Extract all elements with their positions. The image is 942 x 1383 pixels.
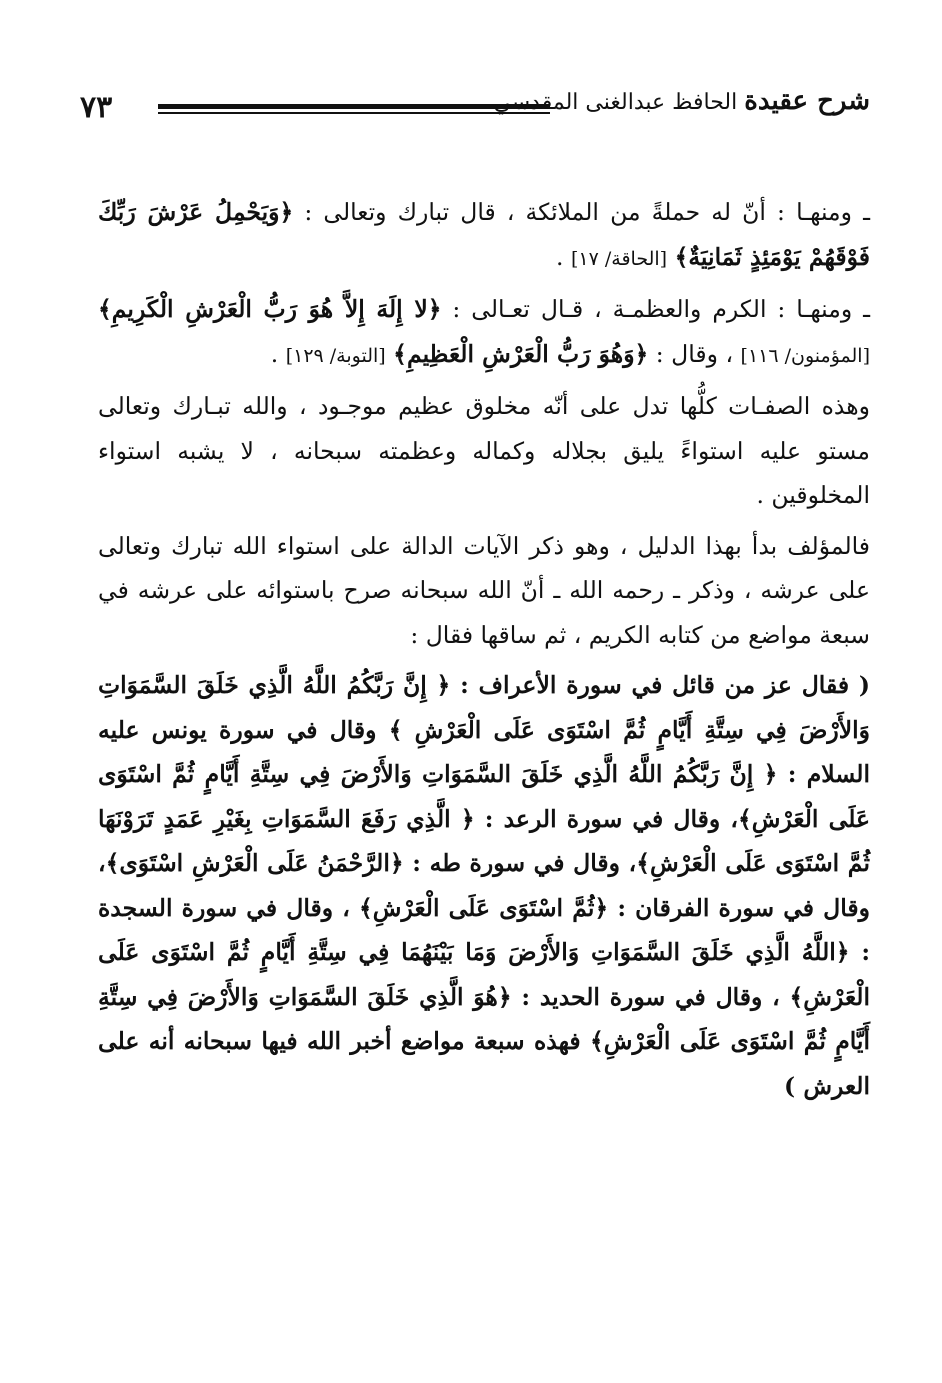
running-title-rest: الحافظ عبدالغنى المقدسي [493,90,738,115]
quran-verse-2: ﴿وَهُوَ رَبُّ الْعَرْشِ الْعَظِيمِ﴾ [393,339,649,368]
verse-reference: [الحاقة/ ١٧] [570,247,668,270]
paragraph-seven-places: ( فقال عز من قائل في سورة الأعراف : ﴿ إِنَّ رَبَّكُمُ اللَّهُ الَّذِي خَلَقَ السَّمَوَاتِ وَالأَرْضَ فِي سِتَّةِ أَيَّامٍ ثُمَّ اسْتَوَى عَلَى الْعَرْشِ ﴾ وقال في سورة يونس عليه السلام : ﴿ إِنَّ رَبَّكُمُ اللَّهُ الَّذِي خَلَقَ السَّمَوَاتِ وَالأَرْضَ فِي سِتَّةِ أَيَّامٍ ثُمَّ اسْتَوَى عَلَى الْعَرْشِ﴾، وقال في سورة الرعد : ﴿ الَّذِي رَفَعَ السَّمَوَاتِ بِغَيْرِ عَمَدٍ تَرَوْنَهَا ثُمَّ اسْتَوَى عَلَى الْعَرْشِ﴾، وقال في سورة طه : ﴿الرَّحْمَنُ عَلَى الْعَرْشِ اسْتَوَى﴾، وقال في سورة الفرقان : ﴿ثُمَّ اسْتَوَى عَلَى الْعَرْشِ﴾ ، وقال في سورة السجدة : ﴿اللَّهُ الَّذِي خَلَقَ السَّمَوَاتِ وَالأَرْضَ وَمَا بَيْنَهُمَا فِي سِتَّةِ أَيَّامٍ ثُمَّ اسْتَوَى عَلَى الْعَرْشِ﴾ ، وقال في سورة الحديد : ﴿هُوَ الَّذِي خَلَقَ السَّمَوَاتِ وَالأَرْضَ فِي سِتَّةِ أَيَّامٍ ثُمَّ اسْتَوَى عَلَى الْعَرْشِ﴾ فهذه سبعة مواضع أخبر الله فيها سبحانه أنه على العرش ) [98,671,870,1100]
header-rule [158,104,550,116]
quran-verse: ﴿وَيَحْمِلُ عَرْشَ رَبِّكَ فَوْقَهُمْ يَوْمَئِذٍ ثَمَانِيَةٌ﴾ [98,198,870,271]
paragraph-lead: ـ ومنهـا : أنّ له حملةً من الملائكة ، قال تبارك وتعالى : [293,198,870,226]
page-body [98,190,870,1114]
paragraph-author-intro: فالمؤلف بدأ بهذا الدليل ، وهو ذكر الآيات الدالة على استواء الله تبارك وتعالى على عرشه ، وذكر ـ رحمه الله ـ أنّ الله سبحانه صرح باستوائه على عرشه في سبعة مواضع من كتابه الكريم ، ثم ساقها فقال : [98,531,870,649]
paragraph-tail: . [270,339,279,368]
quran-verse: ﴿لا إِلَهَ إِلاَّ هُوَ رَبُّ الْعَرْشِ الْكَرِيمِ﴾ [98,295,442,323]
running-title [493,86,870,116]
paragraph-tail: . [556,242,564,271]
verse-reference: [المؤمنون/ ١١٦] [740,344,870,367]
verse-reference-2: [التوبة/ ١٢٩] [285,344,386,367]
header-rule-thin [158,112,550,114]
paragraph-honor [98,287,870,378]
paragraph-lead: ـ ومنهـا : الكرم والعظمـة ، قـال تعـالى : [441,295,870,323]
page-number: ٧٣ [80,90,113,125]
paragraph-mid: ، وقال : [648,339,734,368]
running-title-bold: شرح عقيدة [744,86,870,116]
paragraph-bearers [98,190,870,281]
paragraph-attributes: وهذه الصفـات كلُّها تدل على أنّه مخلوق عظيم موجـود ، والله تبـارك وتعالى مستو عليه استواءً يليق بجلاله وكماله وعظمته سبحانه ، لا يشبه استواء المخلوقين . [98,392,870,509]
header-rule-thick [158,104,550,109]
page-header [80,86,870,138]
